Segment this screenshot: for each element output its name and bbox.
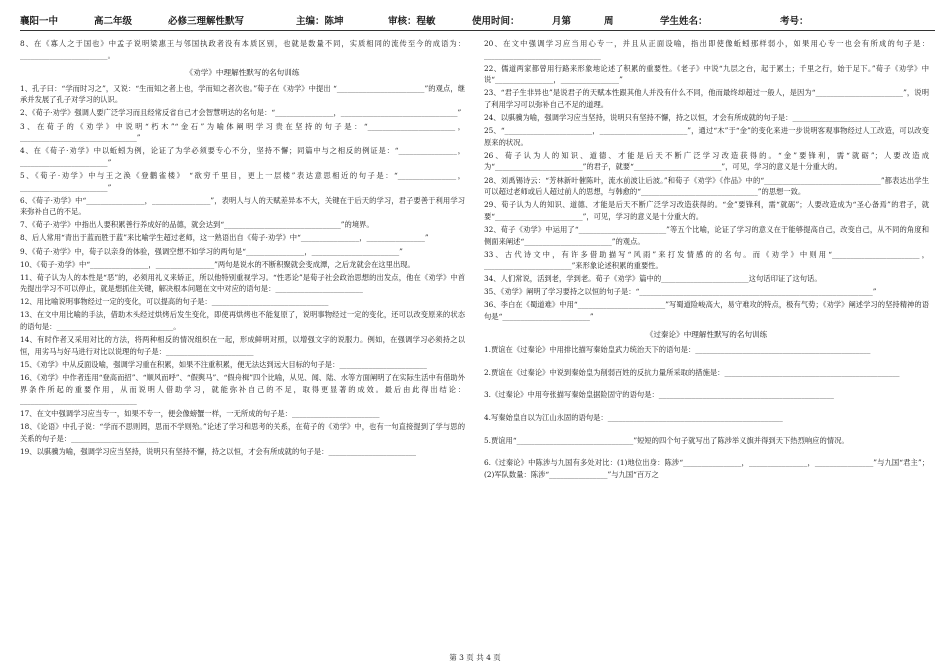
school-name: 襄阳一中	[20, 16, 59, 27]
page-number: 第 3 页 共 4 页	[449, 653, 501, 662]
answer-blank[interactable]: ________________________。	[20, 50, 115, 60]
left-column	[20, 38, 465, 459]
question-item: 14、有时作者又采用对比的方法，将两种相反的情况组织在一起，形成鲜明对照，以增强文字的说服力。例如，在强调学习必须持之以恒，用劣马与好马进行对比以说理的句子是：________________________	[20, 335, 465, 356]
question-item: 7、《荀子·劝学》中指出人要积累善行养成好的品德，就会达到“________________________________”的境界。	[20, 220, 374, 230]
reviewer-label: 审核：程敏	[388, 16, 436, 27]
question-item: 22、儒道两家都曾用行路来形象地论述了积累的重要性。《老子》中说“九层之台，起于累土；千里之行，始于足下。”荀子《劝学》中说“________________，________________”	[484, 63, 929, 85]
question-item: 6.《过秦论》中陈涉与九国有多处对比：(1)地位出身：陈涉“________________，________________，________________”与九国“君主”；(2)军队数量：陈涉“________________”与九国“百万之	[484, 458, 929, 479]
page-header	[20, 8, 935, 31]
question-item: 18、《论语》中孔子说：“学而不思则罔，思而不学则殆。”论述了学习和思考的关系，在荀子的《劝学》中，也有一句直接提到了学与思的关系的句子是：________________________	[20, 422, 465, 443]
question-item: 16、《劝学》中作者连用“登高而招”、“顺风而呼”、“假舆马”、“假舟楫”四个比喻，从见、闻、陆、水等方面阐明了在实际生活中有借助外界条件所起的重要作用，从而说明人借助学习，就能弥补自己的不足，取得更显著的成效。最后由此得出结论：________________________________	[20, 372, 465, 406]
question-item: 15、《劝学》中从反面设喻，强调学习重在积累，如果不注重积累，便无法达到远大目标的句子是：________________________	[20, 359, 427, 369]
question-item: 10、《荀子·劝学》中“________________，________________”两句是说水的不断积聚就会变成潭，之后龙就会在这里出现。	[20, 259, 415, 269]
question-item: 1.贾谊在《过秦论》中用排比描写秦始皇武力统治天下的语句是：________________________________________________	[484, 345, 871, 355]
question-item: 5、《荀子·劝学》中与王之涣《登鹳雀楼》 “欲穷千里目，更上一层楼”表达意思相近的句子是：“________________，________________________”	[20, 170, 465, 192]
editor-label: 主编：陈坤	[296, 16, 344, 27]
question-item: 3.《过秦论》中用夸张描写秦始皇据险固守的语句是：________________________________________________	[484, 390, 834, 400]
week-label: 周	[604, 16, 614, 27]
right-column	[484, 38, 929, 482]
question-item: 25、“________________________，________________________”，通过“木”于“金”的变化来进一步说明客观事物经过人工改造，可以改变原来的状况。	[484, 126, 929, 147]
question-item: 13、在文中用比喻的手法，借助木头经过烘烤后发生变化，即使再烘烤也不能复原了，说明事物经过一定的变化，还可以改变原来的状态的语句是：________________________________。	[20, 310, 465, 332]
section-title: 《过秦论》中理解性默写的名句训练	[645, 329, 768, 339]
question-item: 2、《荀子·劝学》强调人要广泛学习而且经常反省自己才会智慧明达的名句是：“________________，________________________________”	[20, 108, 462, 118]
month-label: 月第	[552, 16, 572, 27]
question-item: 1、孔子曰：“学而时习之”，又说：“生而知之者上也，学而知之者次也。”荀子在《劝学》中提出 “________________________”的观点，继承并发展了孔子对学习的认识。	[20, 83, 465, 105]
question-item: 11、荀子认为人的本性是“恶”的，必须用礼义来矫正，所以他特别重视学习。“性恶论”是荀子社会政治思想的出发点，他在《劝学》中首先提出学习不可以停止，就是想抓住关键，解决根本问题在文中对应的语句是：________________________	[20, 272, 465, 294]
question-item: 28、刘禹锡诗云：“芳林新叶催陈叶，流水前波让后波。”和荀子《劝学》《作品》中的“________________________________”都表达出学生可以超过老师或后人超过前人的思想，与韩愈的“________________________________”的思想一致。	[484, 175, 929, 197]
use-time-label: 使用时间：	[472, 16, 520, 27]
question-item: 9、《荀子·劝学》中，荀子以亲身的体验，强调空想不如学习的两句是“________________，________________________”	[20, 246, 403, 256]
exam-number-label: 考号：	[780, 16, 809, 27]
question-item: 35、《劝学》阐明了学习要持之以恒的句子是：“________________________________________________________________”	[484, 287, 877, 297]
question-item: 17、在文中强调学习应当专一，如果不专一，便会像螃蟹一样，一无所成的句子是：________________________	[20, 409, 380, 419]
question-item: 29、荀子认为人的知识、道德、才能是后天不断广泛学习改造获得的。“金”要锋利，需“就砺”；人要改造成为“圣心备焉”的君子，就要“________________________”，可见，学习的意义是十分重大的。	[484, 200, 929, 221]
grade-label: 高二年级	[94, 16, 133, 27]
question-item: 5.贾谊用“________________________________”短短的四个句子就写出了陈涉举义旗并得到天下热烈响应的情况。	[484, 435, 849, 445]
question-item: 32、荀子《劝学》中运用了“________________________”等五个比喻，论证了学习的意义在于能够提高自己，改变自己，从不同的角度和侧面来阐述“________________________”的观点。	[484, 224, 929, 246]
question-item: 36、李白在《蜀道难》中用“________________________”写蜀道险峻高大，易守难攻的特点，极有气势；《劝学》阐述学习的坚持精神的语句是“________________________”	[484, 300, 929, 322]
question-item: 23、“君子生非异也”是说君子的天赋本性跟其他人并没有什么不同，他而最终却超过一般人，是因为“________________________”，说明了利用学习可以弥补自己不足的道理。	[484, 88, 929, 109]
subject-label: 必修三理解性默写	[168, 16, 245, 27]
question-text: 8、在《寡人之于国也》中孟子说明梁惠王与邻国执政者没有本质区别，也就是数量不同，实质相同的流传至今的成语为：	[20, 39, 465, 48]
question-item: 8、后人常用“青出于蓝而胜于蓝”来比喻学生超过老师，这一熟语出自《荀子·劝学》中“________________，________________”	[20, 233, 429, 243]
question-item: 26、荀子认为人的知识、道德、才能是后天不断广泛学习改造获得的。“金”要锋利，需“就砺”；人要改造成为“________________________”的君子，就要“________________________”，可见，学习的意义是十分重大的。	[484, 150, 929, 172]
question-item: 6、《荀子·劝学》中“________________，________________”，表明人与人的天赋差异本不大，关键在于后天的学习，君子要善于利用学习来弥补自己的不足。	[20, 195, 465, 217]
question-item: 2.贾谊在《过秦论》中说到秦始皇为削弱百姓的反抗力量所采取的措施是：________________________________________________	[484, 367, 900, 377]
question-item: 3、在荀子的《劝学》中说明“朽木”“金石”为喻体阐明学习贵在坚持的句子是：“________________________，________________________________”	[20, 121, 465, 143]
question-item: 4、在《荀子·劝学》中以蚯蚓为例，论证了为学必须要专心不分，坚持不懈；同篇中与之相反的例证是：“________________，________________________”	[20, 146, 465, 167]
student-name-label: 学生姓名：	[660, 16, 708, 27]
question-item	[20, 38, 465, 61]
question-item: 12、用比喻说明事物经过一定的变化，可以提高的句子是：________________________________	[20, 297, 329, 307]
question-item: 34、人们常说，活到老，学到老。荀子《劝学》篇中的________________________这句话印证了这句话。	[484, 274, 822, 284]
section-title: 《劝学》中理解性默写的名句训练	[185, 68, 300, 78]
question-item: 19、以骐骥为喻，强调学习应当坚持，说明只有坚持不懈，持之以恒，才会有所成就的句子是：________________________	[20, 447, 417, 456]
question-item: 4.写秦始皇自以为江山永固的语句是：________________________________________________	[484, 413, 783, 423]
question-item: 33、古代诗文中，有许多借助描写“风雨”来打发情感的的名句。而《劝学》中则用“________________________，________________________”来形象论述积累的重要性。	[484, 249, 929, 271]
question-item: 20、在文中强调学习应当用心专一，并且从正面设喻，指出即使像蚯蚓那样弱小，如果用心专一也会有所成的句子是：________________________________	[484, 39, 929, 60]
question-item: 24、以骐骥为喻，强调学习应当坚持，说明只有坚持不懈，持之以恒，才会有所成就的句子是：________________________	[484, 113, 881, 123]
